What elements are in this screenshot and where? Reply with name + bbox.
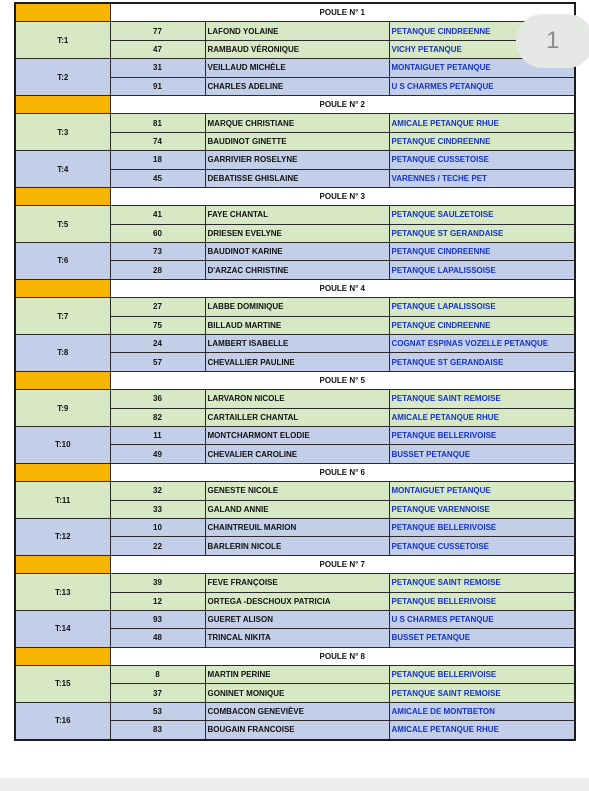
player-number: 36 [110, 390, 205, 408]
player-row [15, 610, 575, 628]
club-name: BUSSET PETANQUE [389, 629, 575, 647]
player-number: 49 [110, 445, 205, 463]
club-name: AMICALE PETANQUE RHUE [389, 721, 575, 740]
player-number: 81 [110, 114, 205, 132]
player-number: 93 [110, 610, 205, 628]
club-name: VICHY PETANQUE [389, 40, 575, 58]
player-number: 33 [110, 500, 205, 518]
player-row [15, 390, 575, 408]
club-name: MONTAIGUET PETANQUE [389, 59, 575, 77]
player-name: GALAND ANNIE [205, 500, 389, 518]
player-name: BAUDINOT GINETTE [205, 132, 389, 150]
player-number: 18 [110, 151, 205, 169]
player-number: 39 [110, 574, 205, 592]
bottom-bar [0, 778, 589, 791]
club-name: AMICALE PETANQUE RHUE [389, 114, 575, 132]
player-row [15, 666, 575, 684]
team-label: T:2 [15, 59, 110, 96]
club-name: PETANQUE BELLERIVOISE [389, 666, 575, 684]
poule-title: POULE N° 8 [110, 647, 575, 665]
club-name: VARENNES / TECHE PET [389, 169, 575, 187]
player-number: 10 [110, 518, 205, 536]
player-name: LABBE DOMINIQUE [205, 298, 389, 316]
player-name: COMBACON GENEVIÈVE [205, 702, 389, 720]
poule-header-row [15, 187, 575, 205]
club-name: PETANQUE LAPALISSOISE [389, 298, 575, 316]
player-name: FEVE FRANÇOISE [205, 574, 389, 592]
poule-marker-cell [15, 555, 110, 573]
player-number: 82 [110, 408, 205, 426]
poule-table-body [15, 3, 575, 740]
team-label: T:1 [15, 22, 110, 59]
player-name: MARTIN PERINE [205, 666, 389, 684]
poule-header-row [15, 371, 575, 389]
player-number: 47 [110, 40, 205, 58]
team-label: T:12 [15, 518, 110, 555]
player-number: 37 [110, 684, 205, 702]
player-number: 73 [110, 243, 205, 261]
poule-header-row [15, 463, 575, 481]
poule-marker-cell [15, 279, 110, 297]
player-number: 75 [110, 316, 205, 334]
player-name: LAMBERT ISABELLE [205, 335, 389, 353]
club-name: PETANQUE SAULZETOISE [389, 206, 575, 224]
player-name: DRIESEN EVELYNE [205, 224, 389, 242]
player-number: 45 [110, 169, 205, 187]
club-name: PETANQUE BELLERIVOISE [389, 518, 575, 536]
player-number: 31 [110, 59, 205, 77]
poule-title: POULE N° 3 [110, 187, 575, 205]
club-name: PETANQUE BELLERIVOISE [389, 592, 575, 610]
club-name: PETANQUE VARENNOISE [389, 500, 575, 518]
player-name: GUERET ALISON [205, 610, 389, 628]
poule-table [14, 2, 576, 741]
player-name: D'ARZAC CHRISTINE [205, 261, 389, 279]
player-name: MARQUE CHRISTIANE [205, 114, 389, 132]
player-number: 83 [110, 721, 205, 740]
player-number: 53 [110, 702, 205, 720]
club-name: PETANQUE ST GERANDAISE [389, 353, 575, 371]
poule-marker-cell [15, 371, 110, 389]
club-name: AMICALE PETANQUE RHUE [389, 408, 575, 426]
club-name: PETANQUE CINDREENNE [389, 22, 575, 40]
poule-header-row [15, 3, 575, 22]
club-name: PETANQUE CINDREENNE [389, 132, 575, 150]
player-name: LARVARON NICOLE [205, 390, 389, 408]
club-name: PETANQUE BELLERIVOISE [389, 426, 575, 444]
player-number: 32 [110, 482, 205, 500]
team-label: T:7 [15, 298, 110, 335]
club-name: U S CHARMES PETANQUE [389, 77, 575, 95]
poule-header-row [15, 647, 575, 665]
team-label: T:10 [15, 426, 110, 463]
poule-title: POULE N° 7 [110, 555, 575, 573]
player-name: CARTAILLER CHANTAL [205, 408, 389, 426]
page-number-badge: 1 [516, 14, 589, 68]
team-label: T:9 [15, 390, 110, 427]
player-row [15, 151, 575, 169]
team-label: T:6 [15, 243, 110, 280]
player-name: BOUGAIN FRANCOISE [205, 721, 389, 740]
player-number: 57 [110, 353, 205, 371]
player-name: CHAINTREUIL MARION [205, 518, 389, 536]
poule-title: POULE N° 4 [110, 279, 575, 297]
poule-title: POULE N° 6 [110, 463, 575, 481]
poule-marker-cell [15, 3, 110, 22]
player-row [15, 243, 575, 261]
player-name: DEBATISSE GHISLAINE [205, 169, 389, 187]
poule-title: POULE N° 5 [110, 371, 575, 389]
player-name: VEILLAUD MICHÈLE [205, 59, 389, 77]
player-name: GENESTE NICOLE [205, 482, 389, 500]
player-name: ORTEGA -DESCHOUX PATRICIA [205, 592, 389, 610]
player-row [15, 206, 575, 224]
player-row [15, 298, 575, 316]
player-row [15, 574, 575, 592]
team-label: T:15 [15, 666, 110, 703]
poule-title: POULE N° 2 [110, 95, 575, 113]
player-number: 48 [110, 629, 205, 647]
team-label: T:5 [15, 206, 110, 243]
player-name: FAYE CHANTAL [205, 206, 389, 224]
team-label: T:11 [15, 482, 110, 519]
poule-header-row [15, 279, 575, 297]
player-number: 22 [110, 537, 205, 555]
player-row [15, 702, 575, 720]
poule-marker-cell [15, 95, 110, 113]
player-name: CHARLES ADELINE [205, 77, 389, 95]
player-number: 41 [110, 206, 205, 224]
poule-header-row [15, 95, 575, 113]
club-name: PETANQUE LAPALISSOISE [389, 261, 575, 279]
player-name: MONTCHARMONT ELODIE [205, 426, 389, 444]
player-number: 60 [110, 224, 205, 242]
club-name: PETANQUE ST GERANDAISE [389, 224, 575, 242]
team-label: T:8 [15, 335, 110, 372]
player-name: BILLAUD MARTINE [205, 316, 389, 334]
player-number: 11 [110, 426, 205, 444]
team-label: T:14 [15, 610, 110, 647]
player-number: 28 [110, 261, 205, 279]
team-label: T:3 [15, 114, 110, 151]
player-number: 8 [110, 666, 205, 684]
player-name: LAFOND YOLAINE [205, 22, 389, 40]
poule-marker-cell [15, 463, 110, 481]
club-name: PETANQUE CUSSETOISE [389, 151, 575, 169]
club-name: PETANQUE SAINT REMOISE [389, 390, 575, 408]
player-row [15, 59, 575, 77]
club-name: MONTAIGUET PETANQUE [389, 482, 575, 500]
player-row [15, 426, 575, 444]
player-row [15, 518, 575, 536]
poule-header-row [15, 555, 575, 573]
player-row [15, 482, 575, 500]
team-label: T:16 [15, 702, 110, 739]
club-name: PETANQUE CINDREENNE [389, 243, 575, 261]
player-number: 77 [110, 22, 205, 40]
poule-marker-cell [15, 187, 110, 205]
club-name: PETANQUE SAINT REMOISE [389, 574, 575, 592]
player-name: RAMBAUD VÉRONIQUE [205, 40, 389, 58]
club-name: PETANQUE SAINT REMOISE [389, 684, 575, 702]
player-number: 24 [110, 335, 205, 353]
player-number: 91 [110, 77, 205, 95]
player-name: CHEVALLIER PAULINE [205, 353, 389, 371]
team-label: T:4 [15, 151, 110, 188]
player-number: 27 [110, 298, 205, 316]
player-name: GARRIVIER ROSELYNE [205, 151, 389, 169]
club-name: AMICALE DE MONTBETON [389, 702, 575, 720]
player-row [15, 22, 575, 40]
club-name: PETANQUE CUSSETOISE [389, 537, 575, 555]
team-label: T:13 [15, 574, 110, 611]
club-name: PETANQUE CINDREENNE [389, 316, 575, 334]
player-name: GONINET MONIQUE [205, 684, 389, 702]
player-number: 12 [110, 592, 205, 610]
poule-title: POULE N° 1 [110, 3, 575, 22]
player-name: TRINCAL NIKITA [205, 629, 389, 647]
player-number: 74 [110, 132, 205, 150]
player-name: BAUDINOT KARINE [205, 243, 389, 261]
poule-marker-cell [15, 647, 110, 665]
club-name: BUSSET PETANQUE [389, 445, 575, 463]
player-name: BARLERIN NICOLE [205, 537, 389, 555]
club-name: COGNAT ESPINAS VOZELLE PETANQUE [389, 335, 575, 353]
player-row [15, 114, 575, 132]
player-row [15, 335, 575, 353]
club-name: U S CHARMES PETANQUE [389, 610, 575, 628]
player-name: CHEVALIER CAROLINE [205, 445, 389, 463]
